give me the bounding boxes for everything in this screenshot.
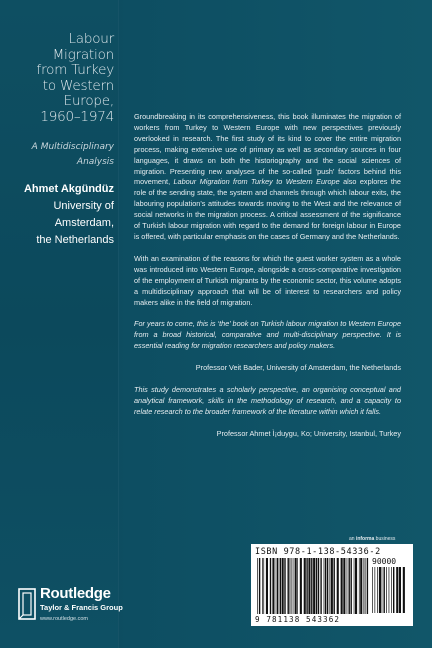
- barcode-bar: [280, 558, 281, 614]
- title-line: Labour: [68, 31, 114, 47]
- publisher-url: www.routledge.com: [40, 616, 88, 622]
- barcode-addon-bars: [372, 567, 408, 615]
- barcode-bar: [372, 567, 373, 613]
- barcode-bar: [349, 558, 350, 614]
- barcode-bar: [318, 558, 319, 614]
- barcode-bar: [300, 558, 302, 614]
- barcode-bar: [324, 558, 325, 614]
- title-line: to Western: [42, 77, 114, 94]
- book-subtitle: [6, 140, 114, 170]
- barcode-bar: [389, 567, 390, 613]
- barcode-bar: [365, 558, 366, 614]
- title-line: from Turkey: [36, 62, 114, 78]
- publisher-block: [40, 585, 123, 623]
- barcode-bar: [330, 558, 331, 614]
- barcode-bar: [347, 558, 348, 614]
- title-line: 1960–1974: [40, 108, 114, 125]
- barcode-bar: [379, 567, 381, 613]
- barcode-bar: [393, 567, 394, 613]
- endorsement-quote: This study demonstrates a scholarly perspective, an organising conceptual and analytical framework, skills in the methodology of research, and a capacity to relate research to the broader framework of the literature within which it falls.: [134, 385, 401, 416]
- barcode-bar: [382, 567, 383, 613]
- barcode-bar: [316, 558, 317, 614]
- informa-suffix: business: [374, 536, 396, 542]
- endorsement-quote: For years to come, this is ‘the’ book on Turkish labour migration to Western Europe from a broad historical, comparative and multi-disciplinary perspective. It is essential reading for migration researchers and policy makers.: [134, 319, 401, 351]
- author-affiliation: the Netherlands: [36, 234, 114, 246]
- subtitle-line: A Multidisciplinary: [31, 142, 114, 152]
- barcode-bar: [282, 558, 284, 614]
- price-code: 90000: [372, 557, 397, 566]
- barcode-bar: [341, 558, 343, 614]
- title-line: Migration: [52, 46, 114, 63]
- barcode-bar: [354, 558, 355, 614]
- routledge-logo-icon: [18, 588, 36, 620]
- book-title: [6, 32, 114, 125]
- isbn-text: ISBN 978-1-138-54336-2: [255, 547, 381, 557]
- blurb-paragraph-2: With an examination of the reasons for which the guest worker system as a whole was introduced into Western Europe, alongside a cross-comparative investigation of the employment of Turkish migrants by the economic sector, this volume adopts a multidisciplinary approach that will be of interest to researchers and policy makers alike in the field of migration.: [134, 253, 401, 307]
- barcode-bar: [288, 558, 289, 614]
- barcode-bar: [384, 567, 385, 613]
- informa-business-label: [349, 536, 395, 542]
- barcode-bar: [334, 558, 335, 614]
- barcode-bar: [320, 558, 321, 614]
- title-line: Europe,: [63, 93, 114, 109]
- barcode-bar: [276, 558, 277, 614]
- barcode-bar: [313, 558, 315, 614]
- informa-prefix: an: [349, 536, 356, 542]
- barcode-bar: [391, 567, 392, 613]
- author-affiliation: University of: [53, 200, 114, 212]
- barcode-bar: [327, 558, 328, 614]
- blurb-paragraph-1: [134, 112, 401, 243]
- barcode-bar: [355, 558, 357, 614]
- blurb-book-title: Labour Migration from Turkey to Western Europe: [173, 177, 340, 187]
- ean-digits: 9 781138 543362: [255, 615, 341, 624]
- barcode-bar: [284, 558, 285, 614]
- blurb-text: Groundbreaking in its comprehensiveness, this book illuminates the migration of workers from Turkey to Western Europe with new perspectives previously overlooked in research. The first study of its kind to cover the entire migration process, making extensive use of primary as well as secondary sources in four languages, it draws on both the historiography and the social sciences of migration. Presenting new analyses of the so-called ‘push’ factors behind this movement,: [134, 112, 401, 187]
- barcode-bar: [360, 558, 362, 614]
- barcode-bar: [304, 558, 306, 614]
- barcode-bar: [263, 558, 264, 614]
- barcode-bar: [364, 558, 365, 614]
- barcode-bar: [259, 558, 260, 614]
- barcode-bar: [293, 558, 294, 614]
- barcode-bar: [311, 558, 312, 614]
- barcode-bar: [399, 567, 401, 613]
- sidebar-divider: [118, 0, 119, 648]
- barcode-bar: [343, 558, 345, 614]
- barcode-bars: [257, 558, 369, 616]
- subtitle-line: Analysis: [76, 157, 114, 167]
- publisher-name: Routledge: [40, 585, 111, 602]
- author-name: Ahmet Akgündüz: [23, 183, 114, 195]
- barcode-bar: [386, 567, 387, 613]
- blurb: [134, 112, 401, 451]
- barcode-bar: [377, 567, 378, 613]
- publisher-group: Taylor & Francis Group: [40, 603, 123, 612]
- author-affiliation: Amsterdam,: [54, 217, 114, 229]
- barcode-bar: [325, 558, 326, 614]
- barcode-bar: [331, 558, 333, 614]
- barcode-bar: [403, 567, 405, 613]
- barcode-bar: [295, 558, 297, 614]
- barcode-bar: [337, 558, 339, 614]
- author-block: [6, 181, 114, 249]
- barcode-bar: [270, 558, 271, 614]
- barcode-bar: [359, 558, 360, 614]
- barcode-bar: [272, 558, 274, 614]
- blurb-text: also explores the role of the sending state, the system and channels through which labour exits, the labouring population’s attitudes towards moving to the West and the relevance of social networks in the migration process. A critical assessment of the significance of Turkish labour migration with regard to the demand for foreign labour in Europe is offered, with particular emphasis on the cases of Germany and the Netherlands.: [134, 177, 401, 241]
- barcode-bar: [257, 558, 258, 614]
- barcode-bar: [396, 567, 398, 613]
- barcode-bar: [367, 558, 368, 614]
- barcode-bar: [297, 558, 298, 614]
- barcode-bar: [351, 558, 352, 614]
- endorsement-attribution: Professor Veit Bader, University of Amsterdam, the Netherlands: [195, 363, 401, 373]
- barcode-bar: [375, 567, 376, 613]
- informa-brand: informa: [355, 536, 375, 542]
- barcode-bar: [306, 558, 307, 614]
- barcode-bar: [266, 558, 268, 614]
- barcode-bar: [308, 558, 310, 614]
- barcode-bar: [262, 558, 263, 614]
- endorsement-attribution: Professor Ahmet Ì¡duygu, Ko; University, Istanbul, Turkey: [216, 428, 401, 438]
- barcode: [251, 544, 413, 626]
- barcode-bar: [290, 558, 291, 614]
- barcode-bar: [277, 558, 278, 614]
- barcode-bar: [291, 558, 292, 614]
